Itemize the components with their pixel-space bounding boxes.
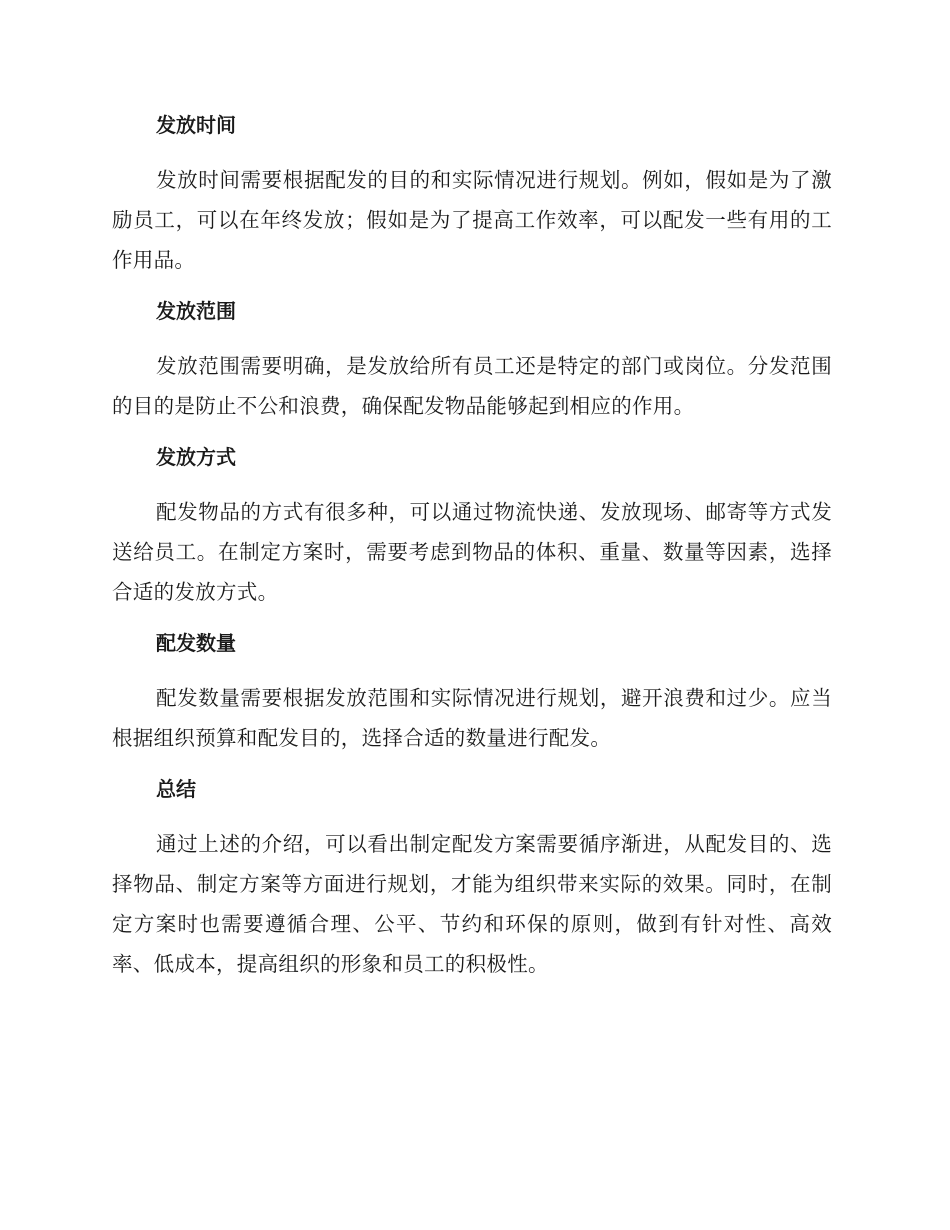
section-body-method: 配发物品的方式有很多种，可以通过物流快递、发放现场、邮寄等方式发送给员工。在制定方案时，需要考虑到物品的体积、重量、数量等因素，选择合适的发放方式。 xyxy=(112,500,832,604)
section-body-quantity: 配发数量需要根据发放范围和实际情况进行规划，避开浪费和过少。应当根据组织预算和配发目的，选择合适的数量进行配发。 xyxy=(112,686,832,750)
section-body-scope: 发放范围需要明确，是发放给所有员工还是特定的部门或岗位。分发范围的目的是防止不公和浪费，确保配发物品能够起到相应的作用。 xyxy=(112,354,832,418)
document-page xyxy=(112,110,832,1000)
section-heading-time: 发放时间 xyxy=(156,113,236,137)
section-body-summary: 通过上述的介绍，可以看出制定配发方案需要循序渐进，从配发目的、选择物品、制定方案等方面进行规划，才能为组织带来实际的效果。同时，在制定方案时也需要遵循合理、公平、节约和环保的原则，做到有针对性、高效率、低成本，提高组织的形象和员工的积极性。 xyxy=(112,832,832,976)
section-heading-scope: 发放范围 xyxy=(156,299,236,323)
section-heading-quantity: 配发数量 xyxy=(156,631,236,655)
section-heading-method: 发放方式 xyxy=(156,445,236,469)
section-body-time: 发放时间需要根据配发的目的和实际情况进行规划。例如，假如是为了激励员工，可以在年终发放；假如是为了提高工作效率，可以配发一些有用的工作用品。 xyxy=(112,168,832,272)
section-heading-summary: 总结 xyxy=(156,777,196,801)
